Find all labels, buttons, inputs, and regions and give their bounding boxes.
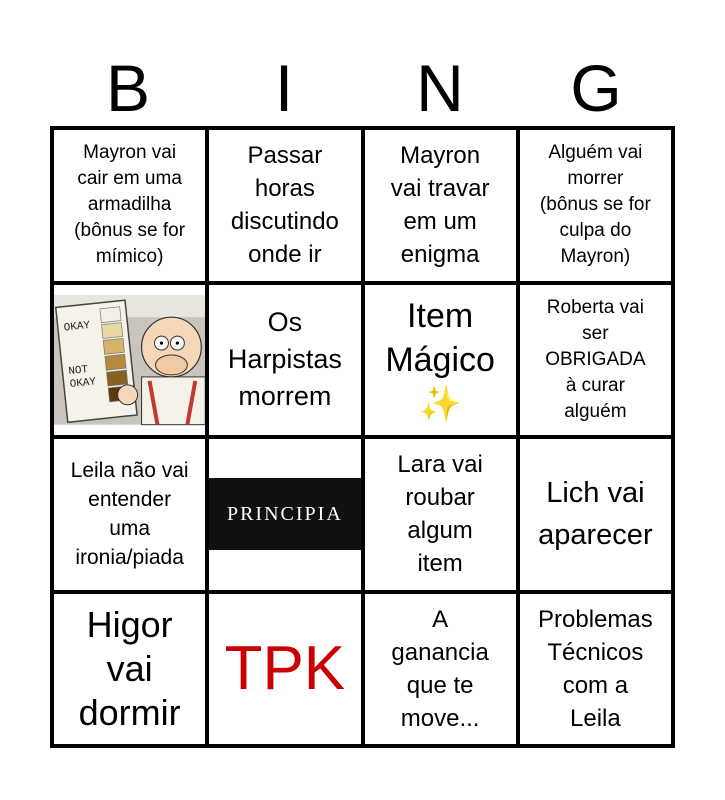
header-letter-n: N: [416, 51, 464, 125]
okay-label: OKAY: [63, 319, 91, 335]
cell-text: Os Harpistas morrem: [227, 307, 342, 412]
cell-text: Mayron vai travar em um enigma: [390, 142, 490, 269]
cell-text: Item Mágico ✨: [385, 296, 495, 423]
bingo-cell[interactable]: [363, 592, 518, 747]
cell-text: Leila não vai entender uma ironia/piada: [70, 459, 189, 570]
cell-text: Lich vai aparecer: [538, 477, 653, 552]
bingo-cell[interactable]: [363, 437, 518, 592]
cell-text: Alguém vai morrer (bônus se for culpa do Mayron): [539, 142, 651, 268]
bingo-header: [50, 50, 675, 126]
cell-text: Problemas Técnicos com a Leila: [538, 605, 653, 732]
header-letter-b: B: [105, 51, 151, 125]
bingo-cell[interactable]: [52, 128, 207, 283]
cell-text: Lara vai roubar algum item: [397, 451, 483, 578]
bingo-cell[interactable]: [52, 437, 207, 592]
bingo-cell[interactable]: [363, 128, 518, 283]
cell-text: Roberta vai ser OBRIGADA à curar alguém: [545, 296, 646, 422]
bingo-cell[interactable]: [518, 128, 673, 283]
peter-griffin-meme-image: [54, 285, 205, 435]
bingo-grid: [50, 126, 675, 748]
cell-text: Higor vai dormir: [78, 603, 181, 733]
cell-text: A ganancia que te move...: [391, 605, 489, 732]
cell-text: Mayron vai cair em uma armadilha (bônus se for mímico): [74, 142, 186, 268]
bingo-cell[interactable]: [518, 283, 673, 438]
header-letter-g: G: [570, 51, 622, 125]
bingo-cell[interactable]: [518, 592, 673, 747]
principia-logo: PRINCIPIA: [209, 478, 360, 550]
bingo-cell-image[interactable]: [52, 283, 207, 438]
cell-text: Passar horas discutindo onde ir: [230, 142, 339, 269]
bingo-cell[interactable]: [52, 592, 207, 747]
bingo-cell[interactable]: [207, 283, 362, 438]
bingo-cell-logo[interactable]: [207, 437, 362, 592]
bingo-cell[interactable]: [207, 128, 362, 283]
svg-text:OKAY: OKAY: [69, 376, 97, 391]
header-letter-i: I: [274, 51, 294, 125]
bingo-cell[interactable]: [207, 592, 362, 747]
svg-text:NOT: NOT: [67, 363, 89, 378]
cell-text-tpk: TPK: [224, 633, 346, 703]
bingo-cell[interactable]: [363, 283, 518, 438]
bingo-cell[interactable]: [518, 437, 673, 592]
